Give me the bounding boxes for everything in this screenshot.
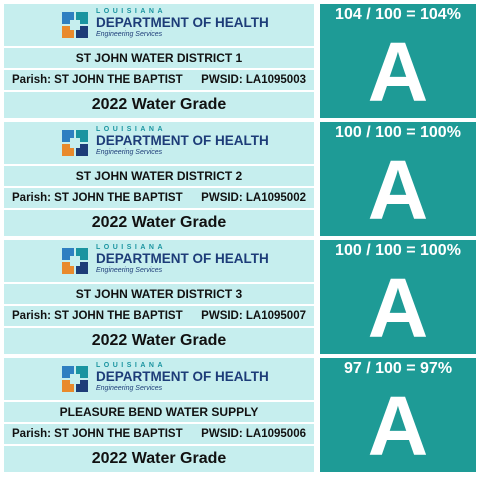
pwsid-label: PWSID: LA1095006 <box>201 428 306 440</box>
grade-panel <box>320 122 476 236</box>
grade-year-title: 2022 Water Grade <box>4 92 314 118</box>
grade-letter: A <box>367 261 429 355</box>
parish-label: Parish: ST JOHN THE BAPTIST <box>12 74 183 86</box>
pwsid-label: PWSID: LA1095007 <box>201 310 306 322</box>
score-text: 100 / 100 = 100% <box>335 242 461 259</box>
logo-department: DEPARTMENT OF HEALTH <box>96 133 269 148</box>
card-info-panel <box>4 358 314 472</box>
grade-panel <box>320 4 476 118</box>
ldh-logo <box>4 358 314 400</box>
pwsid-label: PWSID: LA1095002 <box>201 192 306 204</box>
ldh-logo-mark-icon <box>60 364 90 394</box>
pwsid-label: PWSID: LA1095003 <box>201 74 306 86</box>
logo-state: LOUISIANA <box>96 244 166 251</box>
grade-letter: A <box>367 25 429 119</box>
card-info-panel <box>4 122 314 236</box>
system-name: ST JOHN WATER DISTRICT 1 <box>4 48 314 68</box>
ldh-logo-text <box>96 8 269 38</box>
ldh-logo-text <box>96 244 269 274</box>
logo-subtitle: Engineering Services <box>96 266 163 274</box>
logo-state: LOUISIANA <box>96 8 166 15</box>
card-info-panel <box>4 240 314 354</box>
ldh-logo-mark-icon <box>60 246 90 276</box>
score-text: 104 / 100 = 104% <box>335 6 461 23</box>
grade-letter: A <box>367 379 429 473</box>
logo-subtitle: Engineering Services <box>96 30 163 38</box>
grade-year-title: 2022 Water Grade <box>4 446 314 472</box>
logo-department: DEPARTMENT OF HEALTH <box>96 15 269 30</box>
ldh-logo <box>4 4 314 46</box>
logo-department: DEPARTMENT OF HEALTH <box>96 369 269 384</box>
grade-year-title: 2022 Water Grade <box>4 210 314 236</box>
logo-department: DEPARTMENT OF HEALTH <box>96 251 269 266</box>
ldh-logo-text <box>96 126 269 156</box>
parish-pwsid-row <box>4 424 314 444</box>
grade-card <box>4 4 476 118</box>
grade-card <box>4 358 476 472</box>
parish-pwsid-row <box>4 70 314 90</box>
grade-card <box>4 240 476 354</box>
parish-label: Parish: ST JOHN THE BAPTIST <box>12 428 183 440</box>
parish-pwsid-row <box>4 188 314 208</box>
ldh-logo-text <box>96 362 269 392</box>
score-text: 97 / 100 = 97% <box>343 360 453 377</box>
grade-year-title: 2022 Water Grade <box>4 328 314 354</box>
grade-panel <box>320 358 476 472</box>
ldh-logo <box>4 240 314 282</box>
grade-card <box>4 122 476 236</box>
grade-letter: A <box>367 143 429 237</box>
score-text: 100 / 100 = 100% <box>335 124 461 141</box>
ldh-logo-mark-icon <box>60 10 90 40</box>
grade-panel <box>320 240 476 354</box>
parish-label: Parish: ST JOHN THE BAPTIST <box>12 192 183 204</box>
system-name: ST JOHN WATER DISTRICT 2 <box>4 166 314 186</box>
ldh-logo-mark-icon <box>60 128 90 158</box>
system-name: PLEASURE BEND WATER SUPPLY <box>4 402 314 422</box>
logo-state: LOUISIANA <box>96 362 166 369</box>
card-info-panel <box>4 4 314 118</box>
logo-state: LOUISIANA <box>96 126 166 133</box>
logo-subtitle: Engineering Services <box>96 148 163 156</box>
ldh-logo <box>4 122 314 164</box>
parish-label: Parish: ST JOHN THE BAPTIST <box>12 310 183 322</box>
parish-pwsid-row <box>4 306 314 326</box>
logo-subtitle: Engineering Services <box>96 384 163 392</box>
system-name: ST JOHN WATER DISTRICT 3 <box>4 284 314 304</box>
